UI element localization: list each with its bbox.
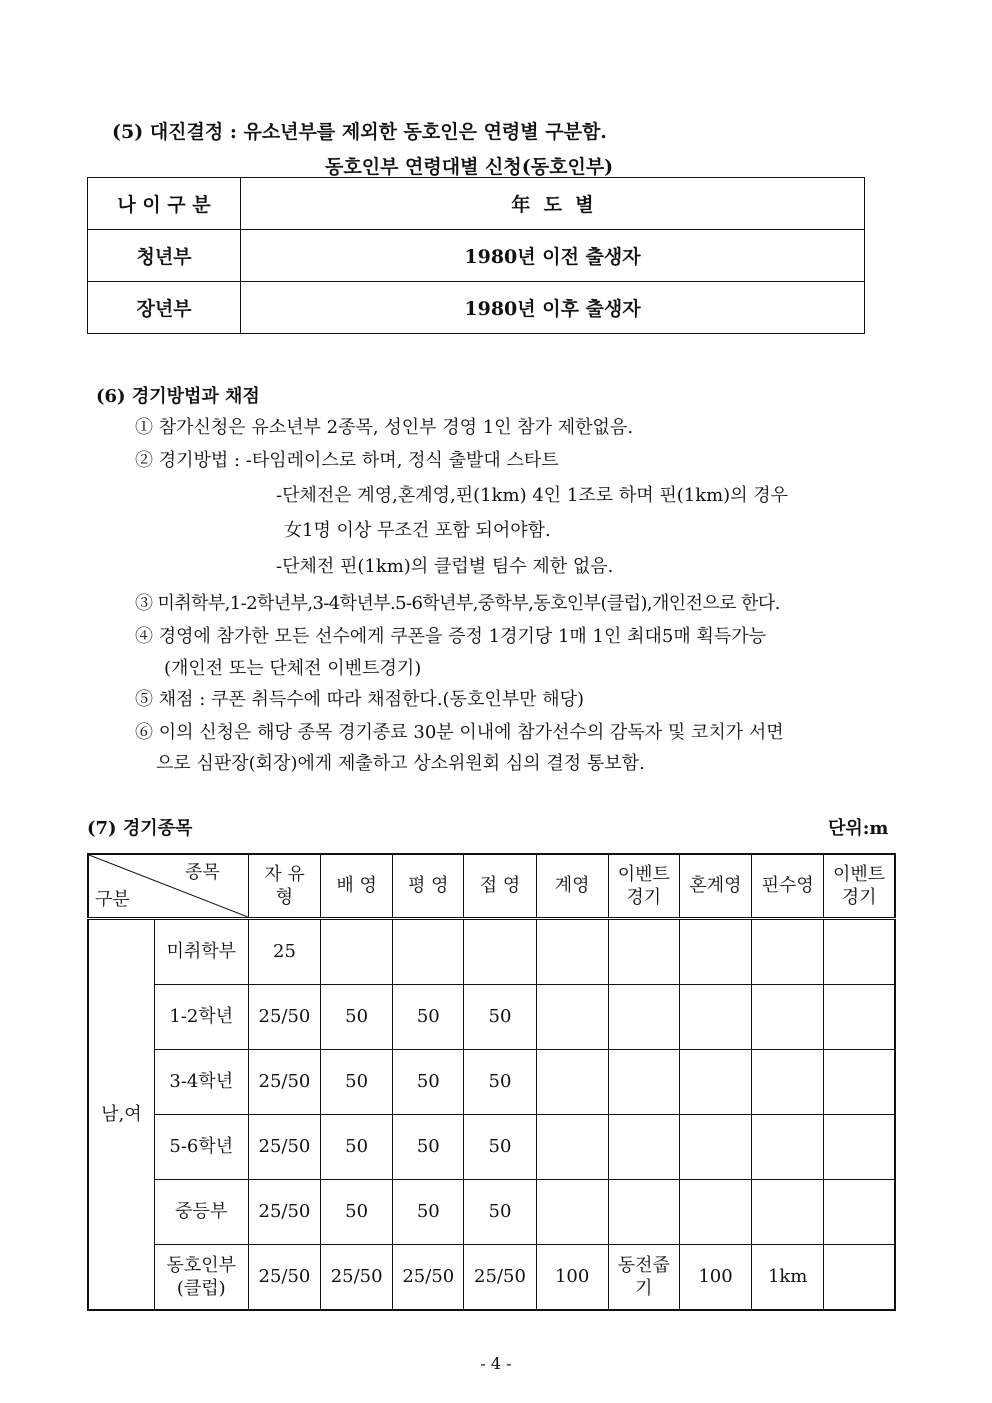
event-cell — [393, 919, 464, 985]
event-cell — [679, 1115, 751, 1180]
corner-top-label: 종목 — [185, 862, 220, 883]
event-cell — [679, 1050, 751, 1115]
event-cell — [679, 1180, 751, 1245]
event-cell — [536, 1050, 608, 1115]
rule-line: ⑤ 채점 : 쿠폰 취득수에 따라 채점한다.(동호인부만 해당) — [135, 689, 585, 710]
event-cell — [752, 1180, 824, 1245]
age-group-cell: 장년부 — [88, 282, 241, 334]
gender-cell: 남,여 — [88, 919, 154, 1311]
event-cell: 25/50 — [248, 1115, 320, 1180]
event-cell: 50 — [464, 985, 536, 1050]
row-label: 1-2학년 — [154, 985, 248, 1050]
event-cell: 50 — [321, 985, 393, 1050]
event-cell: 50 — [464, 1180, 536, 1245]
rule-line: 女1명 이상 무조건 포함 되어야함. — [284, 520, 551, 541]
event-cell — [752, 985, 824, 1050]
event-cell: 50 — [393, 985, 464, 1050]
event-cell: 25/50 — [248, 1245, 320, 1311]
event-cell — [608, 919, 679, 985]
page-number: - 4 - — [480, 1354, 512, 1373]
col-header: 평 영 — [393, 854, 464, 919]
rule-line: ① 참가신청은 유소년부 2종목, 성인부 경영 1인 참가 제한없음. — [135, 417, 634, 438]
event-cell: 동전줍 기 — [608, 1245, 679, 1311]
unit-label: 단위:m — [828, 818, 889, 839]
col-header: 자 유 형 — [248, 854, 320, 919]
event-cell: 50 — [393, 1050, 464, 1115]
age-years-cell: 1980년 이후 출생자 — [241, 282, 865, 334]
event-cell: 50 — [464, 1115, 536, 1180]
event-cell — [608, 1180, 679, 1245]
event-cell: 25/50 — [393, 1245, 464, 1311]
event-cell — [824, 985, 895, 1050]
event-cell — [824, 1050, 895, 1115]
event-cell — [752, 1050, 824, 1115]
row-label: 5-6학년 — [154, 1115, 248, 1180]
rule-line: ② 경기방법 : -타임레이스로 하며, 정식 출발대 스타트 — [135, 450, 559, 471]
event-cell — [608, 1115, 679, 1180]
age-header-group: 나 이 구 분 — [88, 178, 241, 230]
event-cell: 25/50 — [464, 1245, 536, 1311]
age-group-cell: 청년부 — [88, 230, 241, 282]
row-label: 3-4학년 — [154, 1050, 248, 1115]
section6-heading: (6) 경기방법과 채점 — [96, 386, 260, 407]
event-cell: 25/50 — [248, 985, 320, 1050]
event-cell — [321, 919, 393, 985]
rule-line: -단체전 핀(1km)의 클럽별 팀수 제한 없음. — [276, 556, 614, 577]
col-header: 이벤트 경기 — [824, 854, 895, 919]
event-cell: 25/50 — [248, 1180, 320, 1245]
event-cell: 50 — [321, 1115, 393, 1180]
row-label: 미취학부 — [154, 919, 248, 985]
event-cell: 25/50 — [248, 1050, 320, 1115]
event-cell — [679, 919, 751, 985]
event-cell: 25 — [248, 919, 320, 985]
event-cell — [464, 919, 536, 985]
event-cell: 50 — [393, 1115, 464, 1180]
col-header: 배 영 — [321, 854, 393, 919]
event-cell: 50 — [321, 1180, 393, 1245]
event-cell — [536, 1180, 608, 1245]
age-header-years: 年 도 별 — [241, 178, 865, 230]
age-table-title: 동호인부 연령대별 신청(동호인부) — [325, 156, 614, 178]
row-label: 중등부 — [154, 1180, 248, 1245]
event-cell — [608, 985, 679, 1050]
section5-heading: (5) 대진결정 : 유소년부를 제외한 동호인은 연령별 구분함. — [112, 121, 607, 143]
col-header: 접 영 — [464, 854, 536, 919]
rule-line: ③ 미취학부,1-2학년부,3-4학년부.5-6학년부,중학부,동호인부(클럽),개인전으로 한다. — [135, 593, 780, 614]
event-cell — [679, 985, 751, 1050]
col-header: 핀수영 — [752, 854, 824, 919]
event-cell: 50 — [321, 1050, 393, 1115]
event-cell: 50 — [464, 1050, 536, 1115]
event-cell — [824, 919, 895, 985]
col-header: 이벤트 경기 — [608, 854, 679, 919]
event-cell: 100 — [679, 1245, 751, 1311]
rule-line: 으로 심판장(회장)에게 제출하고 상소위원회 심의 결정 통보함. — [156, 753, 645, 774]
event-cell — [536, 919, 608, 985]
row-label: 동호인부 (클럽) — [154, 1245, 248, 1311]
event-cell: 25/50 — [321, 1245, 393, 1311]
event-cell: 50 — [393, 1180, 464, 1245]
section7-heading: (7) 경기종목 — [87, 818, 193, 839]
event-cell: 100 — [536, 1245, 608, 1311]
corner-bottom-label: 구분 — [95, 888, 130, 910]
event-cell — [536, 1115, 608, 1180]
event-cell — [536, 985, 608, 1050]
rule-line: ④ 경영에 참가한 모든 선수에게 쿠폰을 증정 1경기당 1매 1인 최대5매 획득가능 — [135, 626, 766, 647]
corner-header — [88, 854, 248, 919]
age-years-cell: 1980년 이전 출생자 — [241, 230, 865, 282]
event-cell: 1km — [752, 1245, 824, 1311]
rule-line: (개인전 또는 단체전 이벤트경기) — [164, 658, 422, 679]
event-cell — [824, 1245, 895, 1311]
event-cell — [752, 1115, 824, 1180]
event-cell — [608, 1050, 679, 1115]
event-cell — [752, 919, 824, 985]
event-cell — [824, 1180, 895, 1245]
col-header: 계영 — [536, 854, 608, 919]
col-header: 혼계영 — [679, 854, 751, 919]
age-group-table — [87, 177, 865, 334]
event-cell — [824, 1115, 895, 1180]
rule-line: ⑥ 이의 신청은 해당 종목 경기종료 30분 이내에 참가선수의 감독자 및 코치가 서면 — [135, 722, 784, 743]
events-table — [87, 853, 896, 1311]
rule-line: -단체전은 계영,혼계영,핀(1km) 4인 1조로 하며 핀(1km)의 경우 — [276, 485, 789, 506]
